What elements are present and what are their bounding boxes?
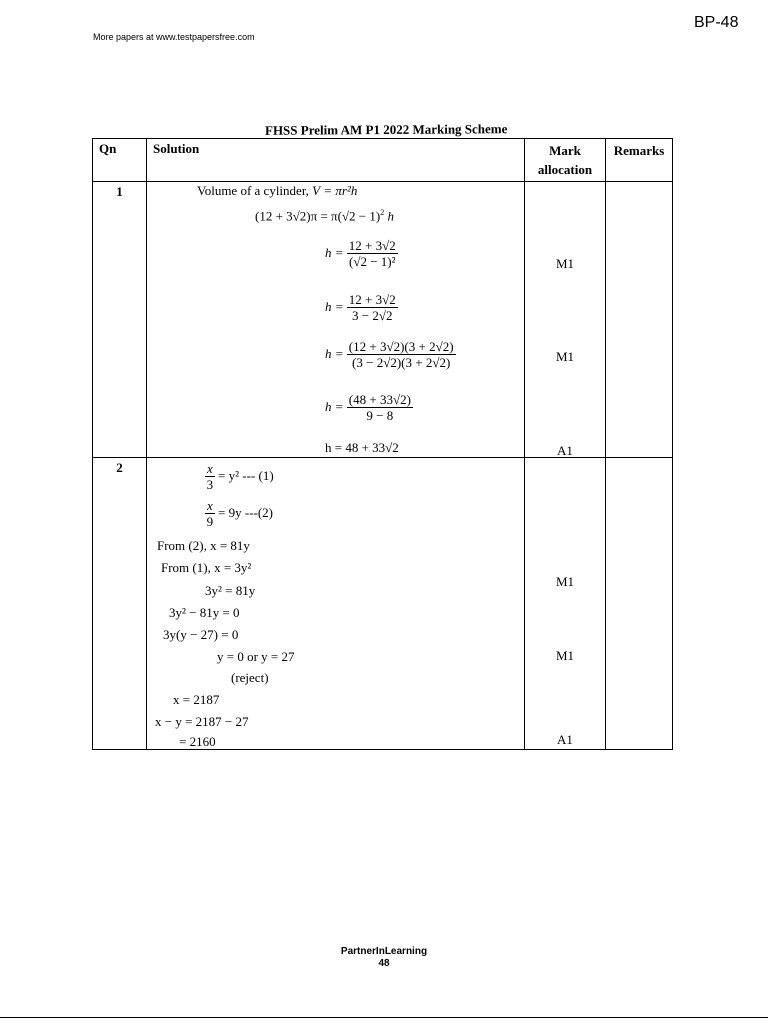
fraction-denominator: 9 − 8 [366,408,394,423]
mark-label: A1 [557,732,573,747]
solution-line [197,183,357,199]
mark-label: M1 [555,256,575,271]
solution-line: From (2), x = 81y [157,538,250,553]
solution-line [325,339,456,371]
solution-line [255,208,394,224]
footer-brand: PartnerInLearning [340,946,428,957]
fraction-numerator: x [207,461,213,476]
equation-rhs: = y² --- (1) [218,467,274,483]
mark-cell [525,458,606,750]
solution-line: x = 2187 [173,692,220,707]
marking-scheme-table [92,138,673,750]
solution-line: 3y(y − 27) = 0 [163,627,239,642]
fraction-denominator: (3 − 2√2)(3 + 2√2) [352,355,451,370]
fraction [347,392,413,424]
h-label: h = [325,398,344,414]
solution-line: 3y² = 81y [205,583,256,598]
table-row [93,182,673,458]
fraction [347,238,398,270]
equation-lhs: (12 + 3√2)π = π(√2 − 1) [255,208,381,224]
mark-label: M1 [555,349,575,364]
solution-line [325,292,398,324]
solution-final: h = 48 + 33√2 [325,440,399,455]
page-title: FHSS Prelim AM P1 2022 Marking Scheme [265,121,508,138]
question-number: 1 [93,182,147,458]
header-qn: Qn [93,139,147,182]
fraction-numerator: 12 + 3√2 [348,292,396,307]
mark-label: M1 [555,648,575,663]
solution-line [325,238,398,270]
fraction-denominator: 9 [206,514,214,529]
fraction-numerator: x [207,498,213,513]
solution-line: x − y = 2187 − 27 [155,714,249,729]
solution-cell [147,458,525,750]
fraction-numerator: (48 + 33√2) [348,392,411,407]
volume-text: Volume of a cylinder, [197,183,309,198]
mark-label: M1 [555,574,575,589]
fraction-numerator: (12 + 3√2)(3 + 2√2) [348,339,454,354]
page-code: BP-48 [694,14,739,31]
solution-line: (reject) [231,670,269,685]
volume-symbol: V [312,183,321,198]
solution-line [205,461,274,493]
mark-cell [525,182,606,458]
remarks-cell [606,458,673,750]
footer-page-number: 48 [378,958,390,969]
fraction [205,461,215,493]
header-solution: Solution [147,139,525,182]
table-header-row [93,139,673,182]
header-remarks: Remarks [606,139,673,182]
page-footer [0,946,768,970]
fraction-denominator: 3 [206,477,214,492]
remarks-cell [606,182,673,458]
equation-h: h [387,208,394,224]
h-label: h = [325,298,344,314]
fraction-numerator: 12 + 3√2 [348,238,396,253]
h-label: h = [325,345,344,361]
table-row [93,458,673,750]
h-label: h = [325,244,344,260]
header-mark-line1: Mark [549,143,581,158]
question-number: 2 [93,458,147,750]
equation-exponent: 2 [380,208,385,217]
fraction [347,339,456,371]
fraction [347,292,398,324]
fraction-denominator: (√2 − 1)² [349,254,396,269]
source-note: More papers at www.testpapersfree.com [93,32,255,42]
bottom-divider [0,1017,768,1018]
solution-line [325,392,413,424]
solution-line: From (1), x = 3y² [161,560,252,575]
solution-line [205,498,273,530]
solution-line: 3y² − 81y = 0 [169,605,240,620]
fraction-denominator: 3 − 2√2 [352,308,393,323]
volume-formula: = πr²h [323,183,358,198]
solution-final: = 2160 [179,734,216,749]
solution-line: y = 0 or y = 27 [217,649,295,664]
solution-cell [147,182,525,458]
mark-label: A1 [557,443,573,458]
header-mark-line2: allocation [537,162,593,177]
fraction [205,498,215,530]
equation-rhs: = 9y ---(2) [218,504,274,520]
header-mark-allocation [525,139,606,182]
